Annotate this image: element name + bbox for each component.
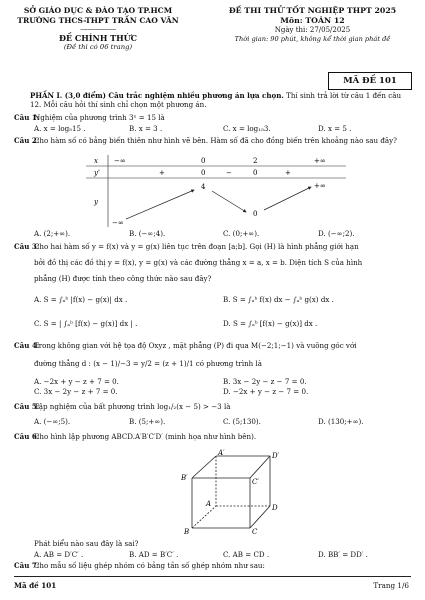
sign-3: − xyxy=(226,169,232,177)
vertex-d-prime: D′ xyxy=(272,452,280,460)
q4-option-d[interactable]: D. −2x + y − z − 7 = 0. xyxy=(223,387,309,396)
q5-option-d[interactable]: D. (130;+∞). xyxy=(318,417,364,426)
q5-option-a[interactable]: A. (−∞;5). xyxy=(34,417,71,426)
table-x-2: 2 xyxy=(253,157,258,165)
q4-line-1: Trong không gian với hệ tọa độ Oxyz , mặt phẳng (P) đi qua M(−2;1;−1) và vuông góc với xyxy=(34,341,357,350)
vertex-a-prime: A′ xyxy=(218,449,225,457)
vertex-b-prime: B′ xyxy=(181,474,188,482)
val-neg-inf: −∞ xyxy=(112,219,124,227)
q3-option-b[interactable]: B. S = ∫ₐᵇ f(x) dx − ∫ₐᵇ g(x) dx . xyxy=(223,295,334,304)
footer-divider xyxy=(14,576,411,577)
variation-table xyxy=(86,155,346,227)
q6-option-c[interactable]: C. AB = CD . xyxy=(223,550,270,559)
page-count: (Đề thi có 06 trang) xyxy=(63,43,133,51)
table-y-label: y xyxy=(94,198,98,206)
q3-option-c[interactable]: C. S = | ∫ₐᵇ [f(x) − g(x)] dx | . xyxy=(34,319,138,328)
q6-option-d[interactable]: D. BB′ = DD′ . xyxy=(318,550,368,559)
q2-option-d[interactable]: D. (−∞;2). xyxy=(318,229,355,238)
q5-label: Câu 5: xyxy=(14,402,40,411)
exam-code-box: MÃ ĐỀ 101 xyxy=(328,72,412,90)
q6-prompt: Phát biểu nào sau đây là sai? xyxy=(34,539,139,548)
q4-option-b[interactable]: B. 3x − 2y − z − 7 = 0. xyxy=(223,377,307,386)
part1-title: PHẦN I. (3,0 điểm) Câu trắc nghiệm nhiều phương án lựa chọn. xyxy=(30,91,284,100)
q1-label: Câu 1: xyxy=(14,113,40,122)
part1-instructions: Thí sinh trả lời từ câu 1 đến câu 12. Mỗi câu hỏi thí sinh chỉ chọn một phương án. xyxy=(30,91,402,109)
q1-option-d[interactable]: D. x = 5 . xyxy=(318,124,352,133)
q1-option-b[interactable]: B. x = 3 . xyxy=(129,124,163,133)
q6-text: Cho hình lập phương ABCD.A′B′C′D′ (minh họa như hình bên). xyxy=(34,432,257,441)
vertex-d: D xyxy=(272,504,278,512)
val-pos-inf: +∞ xyxy=(314,182,326,190)
sign-1: + xyxy=(159,169,165,177)
q1-option-c[interactable]: C. x = log₁₅3. xyxy=(223,124,271,133)
table-yp-label: y' xyxy=(94,169,100,177)
q4-option-a[interactable]: A. −2x + y − z + 7 = 0. xyxy=(34,377,119,386)
q7-text: Cho mẫu số liệu ghép nhóm có bảng tần số ghép nhóm như sau: xyxy=(34,561,265,570)
vertex-b: B xyxy=(184,528,190,536)
exam-title: ĐỀ THI THỬ TỐT NGHIỆP THPT 2025 xyxy=(228,6,397,15)
official-label: ĐỀ CHÍNH THỨC xyxy=(58,33,138,43)
q5-option-b[interactable]: B. (5;+∞). xyxy=(129,417,166,426)
q4-label: Câu 4: xyxy=(14,341,40,350)
exam-date: Ngày thi: 27/05/2025 xyxy=(274,26,351,34)
school-name: TRƯỜNG THCS-THPT TRẦN CAO VÂN xyxy=(17,16,179,25)
q4-line-2: đường thẳng d : (x − 1)/−3 = y/2 = (z + 1)/1 có phương trình là xyxy=(34,359,262,368)
footer-exam-code: Mã đề 101 xyxy=(14,581,57,590)
part1-heading xyxy=(30,92,410,110)
q6-option-a[interactable]: A. AB = D′C′ . xyxy=(34,550,84,559)
table-x-0: 0 xyxy=(201,157,206,165)
arrow-up-1 xyxy=(126,190,194,219)
q6-option-b[interactable]: B. AD = B′C′ . xyxy=(129,550,179,559)
header-dashes: --------------------- xyxy=(80,25,116,33)
q1-text: Nghiệm của phương trình 3ˣ = 15 là xyxy=(34,113,165,122)
val-min: 0 xyxy=(253,210,258,218)
q4-option-c[interactable]: C. 3x − 2y − z + 7 = 0. xyxy=(34,387,118,396)
vertex-c: C xyxy=(252,528,258,536)
q3-line-1: Cho hai hàm số y = f(x) và y = g(x) liên tục trên đoạn [a;b]. Gọi (H) là hình phẳng giới hạn xyxy=(34,242,359,251)
subject: Môn: TOÁN 12 xyxy=(280,16,345,25)
val-max: 4 xyxy=(201,183,206,191)
q7-label: Câu 7: xyxy=(14,561,40,570)
department-name: SỞ GIÁO DỤC & ĐÀO TẠO TP.HCM xyxy=(23,6,173,15)
q3-option-a[interactable]: A. S = ∫ₐᵇ |f(x) − g(x)| dx . xyxy=(34,295,128,304)
sign-2: 0 xyxy=(201,169,206,177)
q2-text: Cho hàm số có bảng biến thiên như hình vẽ bên. Hàm số đã cho đồng biến trên khoảng nào sau đây? xyxy=(34,136,397,145)
q3-label: Câu 3: xyxy=(14,242,40,251)
vertex-c-prime: C′ xyxy=(252,478,259,486)
q2-option-c[interactable]: C. (0;+∞). xyxy=(223,229,260,238)
arrow-down xyxy=(212,191,246,212)
sign-5: + xyxy=(285,169,291,177)
q1-option-a[interactable]: A. x = log₅15 . xyxy=(34,124,86,133)
q6-label: Câu 6: xyxy=(14,432,40,441)
cube-figure xyxy=(178,448,283,536)
q5-option-c[interactable]: C. (5;130). xyxy=(223,417,261,426)
q2-option-a[interactable]: A. (2;+∞). xyxy=(34,229,71,238)
sign-4: 0 xyxy=(253,169,258,177)
table-x-neg-inf: −∞ xyxy=(114,157,126,165)
exam-duration: Thời gian: 90 phút, không kể thời gian phát đề xyxy=(234,35,391,43)
q5-text: Tập nghiệm của bất phương trình log₁/₂(x − 5) > −3 là xyxy=(34,402,231,411)
q3-line-3: phẳng (H) được tính theo công thức nào sau đây? xyxy=(34,274,212,283)
q3-line-2: bởi đồ thị các đồ thị y = f(x), y = g(x) và các đường thẳng x = a, x = b. Diện tích S của hình xyxy=(34,258,363,267)
q2-label: Câu 2: xyxy=(14,136,40,145)
table-x-label: x xyxy=(94,157,98,165)
arrow-up-2 xyxy=(264,187,311,210)
q2-option-b[interactable]: B. (−∞;4). xyxy=(129,229,166,238)
table-x-pos-inf: +∞ xyxy=(314,157,326,165)
q3-option-d[interactable]: D. S = ∫ₐᵇ [f(x) − g(x)] dx . xyxy=(223,319,318,328)
vertex-a: A xyxy=(206,500,212,508)
footer-page-number: Trang 1/6 xyxy=(373,581,409,590)
